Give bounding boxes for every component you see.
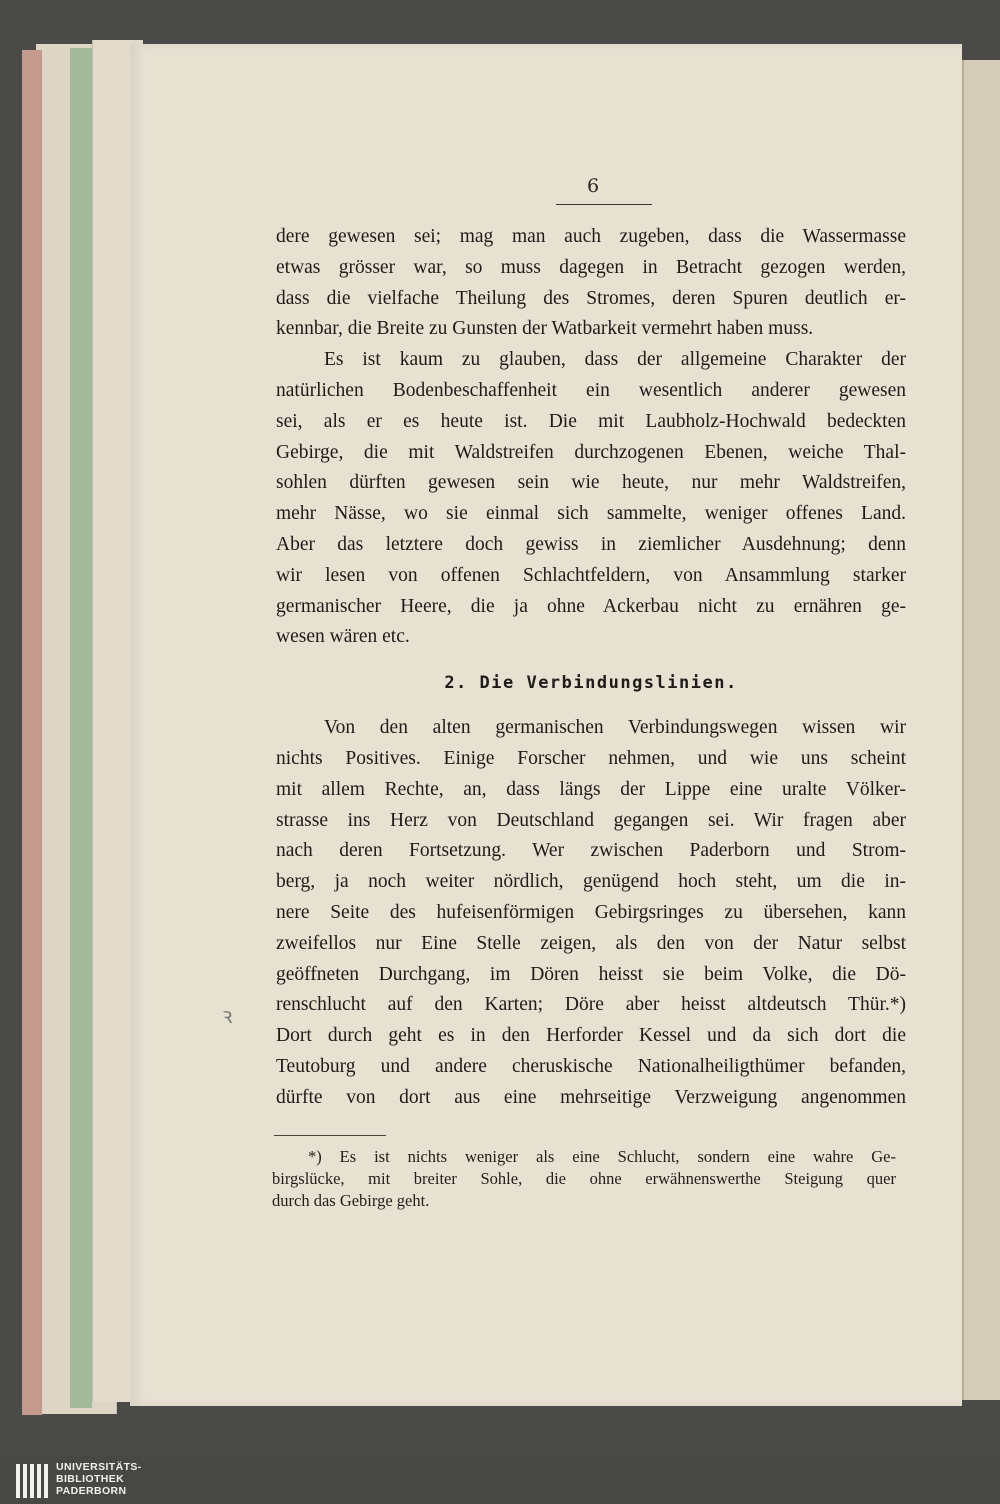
footnote-line: birgslücke, mit breiter Sohle, die ohne erwähnenswerthe Steigung quer <box>272 1169 896 1188</box>
text-line: wir lesen von offenen Schlachtfeldern, von Ansammlung starker <box>276 564 906 586</box>
text-line: Dort durch geht es in den Herforder Kessel und da sich dort die <box>276 1025 906 1047</box>
text-line: nach deren Fortsetzung. Wer zwischen Paderborn und Strom- <box>276 840 906 862</box>
text-line: geöffneten Durchgang, im Dören heisst sie beim Volke, die Dö- <box>276 963 906 985</box>
page-number-rule <box>556 204 652 205</box>
endpaper-edge <box>70 48 92 1408</box>
text-line: nere Seite des hufeisenförmigen Gebirgsringes zu übersehen, kann <box>276 901 906 923</box>
logo-line: UNIVERSITÄTS- <box>56 1461 142 1473</box>
text-line: dass die vielfache Theilung des Stromes, deren Spuren deutlich er- <box>276 287 906 309</box>
text-line: nichts Positives. Einige Forscher nehmen, und wie uns scheint <box>276 747 906 769</box>
library-logo-icon <box>16 1462 52 1500</box>
text-line: Aber das letztere doch gewiss in ziemlicher Ausdehnung; denn <box>276 533 906 555</box>
body-text <box>276 222 906 1114</box>
logo-line: PADERBORN <box>56 1485 127 1497</box>
library-logo-text <box>56 1461 142 1497</box>
footnote-line: *) Es ist nichts weniger als eine Schlucht, sondern eine wahre Ge- <box>308 1147 896 1166</box>
text-line: sohlen dürften gewesen sein wie heute, nur mehr Waldstreifen, <box>276 472 906 494</box>
text-line: mehr Nässe, wo sie einmal sich sammelte, weniger offenes Land. <box>276 503 906 525</box>
pencil-annotation-mark: ꝛ <box>222 1004 233 1029</box>
footnote-line: durch das Gebirge geht. <box>272 1191 430 1210</box>
text-line: mit allem Rechte, an, dass längs der Lippe eine uralte Völker- <box>276 778 906 800</box>
text-line: strasse ins Herz von Deutschland gegangen sei. Wir fragen aber <box>276 809 906 831</box>
footnote <box>272 1146 896 1212</box>
library-footer <box>0 1455 1000 1504</box>
text-line: renschlucht auf den Karten; Döre aber heisst altdeutsch Thür.*) <box>276 994 906 1016</box>
logo-line: BIBLIOTHEK <box>56 1473 125 1485</box>
page-number: 6 <box>587 175 600 197</box>
text-line: Es ist kaum zu glauben, dass der allgemeine Charakter der <box>324 349 906 371</box>
section-heading: 2. Die Verbindungslinien. <box>444 673 738 694</box>
facing-page-edge <box>962 60 1000 1400</box>
text-line: etwas grösser war, so muss dagegen in Betracht gezogen werden, <box>276 256 906 278</box>
text-line: wesen wären etc. <box>276 626 410 648</box>
text-line: Von den alten germanischen Verbindungswegen wissen wir <box>324 717 906 739</box>
text-line: natürlichen Bodenbeschaffenheit ein wesentlich anderer gewesen <box>276 379 906 401</box>
cover-board-edge <box>22 50 42 1415</box>
text-line: kennbar, die Breite zu Gunsten der Watbarkeit vermehrt haben muss. <box>276 318 814 340</box>
text-line: sei, als er es heute ist. Die mit Laubholz-Hochwald bedeckten <box>276 410 906 432</box>
text-line: dürfte von dort aus eine mehrseitige Verzweigung angenommen <box>276 1086 906 1108</box>
text-line: zweifellos nur Eine Stelle zeigen, als den von der Natur selbst <box>276 932 906 954</box>
text-line: germanischer Heere, die ja ohne Ackerbau nicht zu ernähren ge- <box>276 595 906 617</box>
text-line: Gebirge, die mit Waldstreifen durchzogenen Ebenen, weiche Thal- <box>276 441 906 463</box>
text-line: berg, ja noch weiter nördlich, genügend hoch steht, um die in- <box>276 871 906 893</box>
footnote-rule <box>274 1135 386 1136</box>
text-line: Teutoburg und andere cheruskische Nationalheiligthümer befanden, <box>276 1055 906 1077</box>
text-line: dere gewesen sei; mag man auch zugeben, dass die Wassermasse <box>276 226 906 247</box>
